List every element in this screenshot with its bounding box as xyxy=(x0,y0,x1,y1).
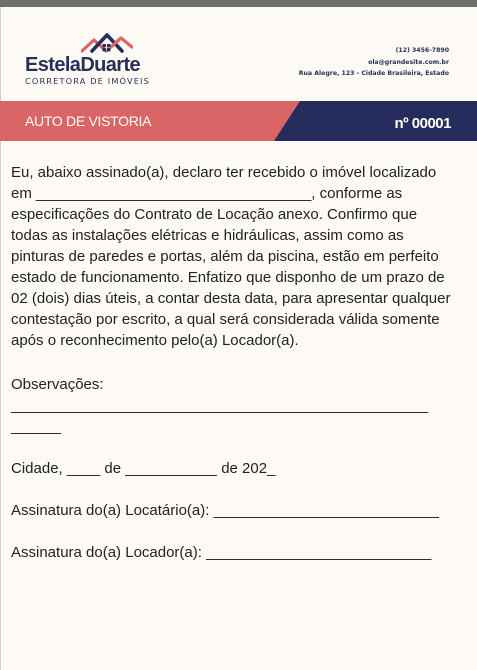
house-roof-icon xyxy=(81,32,133,54)
city-date-line: Cidade, ____ de ___________ de 202_ xyxy=(11,460,276,477)
company-logo xyxy=(25,32,150,92)
contact-info xyxy=(299,45,449,80)
paragraph-line: pinturas de paredes e portas, além da piscina, estão em perfeito xyxy=(11,248,439,265)
observations-label: Observações: xyxy=(11,376,104,393)
document-title: AUTO DE VISTORIA xyxy=(25,113,152,129)
contact-phone: (12) 3456-7890 xyxy=(395,47,449,54)
document-number: nº 00001 xyxy=(394,115,451,132)
paragraph-line: especificações do Contrato de Locação anexo. Confirmo que xyxy=(11,206,418,223)
paragraph-line: Eu, abaixo assinado(a), declaro ter recebido o imóvel localizado xyxy=(11,164,437,181)
title-banner xyxy=(0,101,477,141)
tenant-signature-line: Assinatura do(a) Locatário(a): ___________________________ xyxy=(11,502,439,519)
paragraph-line: após o reconhecimento pelo(a) Locador(a). xyxy=(11,332,299,349)
brand-name: EstelaDuarte xyxy=(25,54,141,76)
contact-address: Rua Alegre, 123 - Cidade Brasileira, Estado xyxy=(298,70,449,77)
observations-blank-line: __________________________________________________ xyxy=(11,397,429,414)
paragraph-line: 02 (dois) dias úteis, a contar desta data, para apresentar qualquer xyxy=(11,290,451,307)
paragraph-line: todas as instalações elétricas e hidráulicas, assim como as xyxy=(11,227,404,244)
paragraph-line: em _________________________________, conforme as xyxy=(11,185,403,202)
top-border xyxy=(0,0,477,7)
contact-email: ola@grandesite.com.br xyxy=(368,58,449,66)
observations-blank xyxy=(11,395,467,437)
observations-blank-line: ______ xyxy=(11,418,62,435)
brand-tagline: CORRETORA DE IMÓVEIS xyxy=(25,76,150,86)
declaration-paragraph xyxy=(11,162,467,352)
paragraph-line: contestação por escrito, a qual será considerada válida somente xyxy=(11,311,440,328)
paragraph-line: estado de funcionamento. Enfatizo que disponho de um prazo de xyxy=(11,269,445,286)
landlord-signature-line: Assinatura do(a) Locador(a): ___________________________ xyxy=(11,544,432,561)
